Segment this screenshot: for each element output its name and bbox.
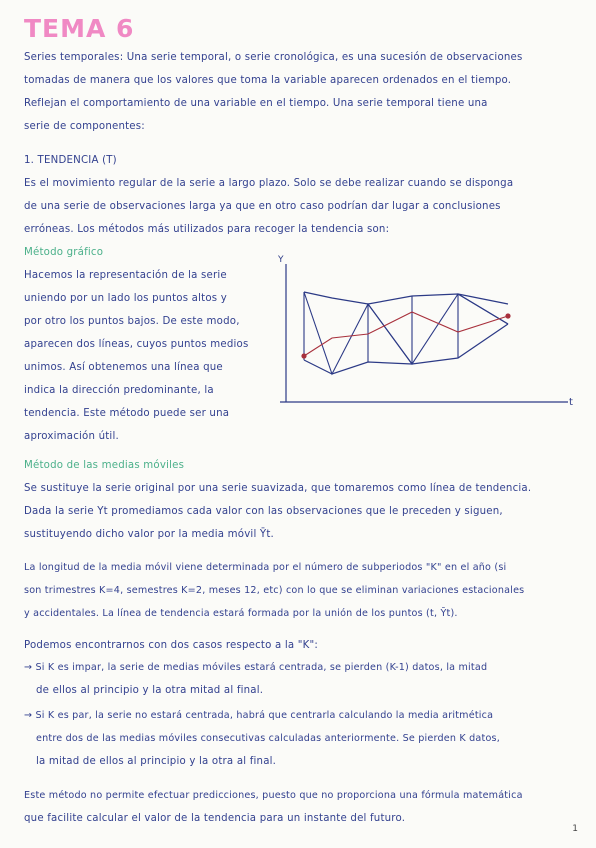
text-line: indica la dirección predominante, la (24, 385, 214, 396)
text-line: tomadas de manera que los valores que toma la variable aparecen ordenados en el tiempo. (24, 75, 512, 86)
text-line: tendencia. Este método puede ser una (24, 408, 230, 419)
text-line: sustituyendo dicho valor por la media móvil Ȳt. (24, 529, 274, 540)
text-line: Reflejan el comportamiento de una variable en el tiempo. Una serie temporal tiene una (24, 98, 488, 109)
bullet-item: → Si K es impar, la serie de medias móviles estará centrada, se pierden (K-1) datos, la mitad (24, 662, 488, 673)
trend-diagram (272, 252, 580, 412)
text-line: serie de componentes: (24, 121, 145, 132)
subheading-medias-moviles: Método de las medias móviles (24, 460, 185, 471)
page-title: TEMA 6 (24, 14, 135, 43)
bullet-continuation: la mitad de ellos al principio y la otra al final. (36, 756, 277, 767)
trend-start-point (301, 353, 306, 358)
upper-envelope-line (304, 292, 508, 304)
text-line: Este método no permite efectuar predicciones, puesto que no proporciona una fórmula matemática (24, 790, 523, 801)
text-line: unimos. Así obtenemos una línea que (24, 362, 223, 373)
text-line: son trimestres K=4, semestres K=2, meses 12, etc) con lo que se eliminan variaciones estacionales (24, 585, 525, 596)
text-line: uniendo por un lado los puntos altos y (24, 293, 227, 304)
series-line (304, 292, 508, 374)
text-line: Es el movimiento regular de la serie a largo plazo. Solo se debe realizar cuando se disponga (24, 178, 514, 189)
lower-envelope-line (304, 324, 508, 374)
text-line: Series temporales: Una serie temporal, o serie cronológica, es una sucesión de observaciones (24, 52, 523, 63)
text-line: que facilite calcular el valor de la tendencia para un instante del futuro. (24, 813, 406, 824)
text-line: Dada la serie Yt promediamos cada valor con las observaciones que le preceden y siguen, (24, 506, 503, 517)
text-line: aproximación útil. (24, 431, 119, 442)
subheading-metodo-grafico: Método gráfico (24, 247, 104, 258)
text-line: Podemos encontrarnos con dos casos respecto a la "K": (24, 640, 319, 651)
text-line: de una serie de observaciones larga ya que en otro caso podrían dar lugar a conclusiones (24, 201, 501, 212)
trend-end-point (505, 313, 510, 318)
bullet-item: → Si K es par, la serie no estará centrada, habrá que centrarla calculando la media aritmética (24, 710, 494, 721)
text-line: Hacemos la representación de la serie (24, 270, 227, 281)
text-line: erróneas. Los métodos más utilizados para recoger la tendencia son: (24, 224, 390, 235)
page-number: 1 (572, 824, 578, 834)
text-line: La longitud de la media móvil viene determinada por el número de subperiodos "K" en el año (si (24, 562, 507, 573)
trend-line (304, 312, 508, 356)
text-line: aparecen dos líneas, cuyos puntos medios (24, 339, 249, 350)
x-axis-label: t (569, 397, 573, 408)
connector-line (368, 304, 412, 364)
section-heading: 1. TENDENCIA (T) (24, 155, 117, 166)
text-line: por otro los puntos bajos. De este modo, (24, 316, 240, 327)
text-line: y accidentales. La línea de tendencia estará formada por la unión de los puntos (t, Ȳt). (24, 608, 458, 619)
y-axis-label: Y (278, 255, 284, 265)
text-line: Se sustituye la serie original por una serie suavizada, que tomaremos como línea de tendencia. (24, 483, 532, 494)
bullet-continuation: de ellos al principio y la otra mitad al final. (36, 685, 264, 696)
bullet-continuation: entre dos de las medias móviles consecutivas calculadas anteriormente. Se pierden K datos, (36, 733, 500, 744)
